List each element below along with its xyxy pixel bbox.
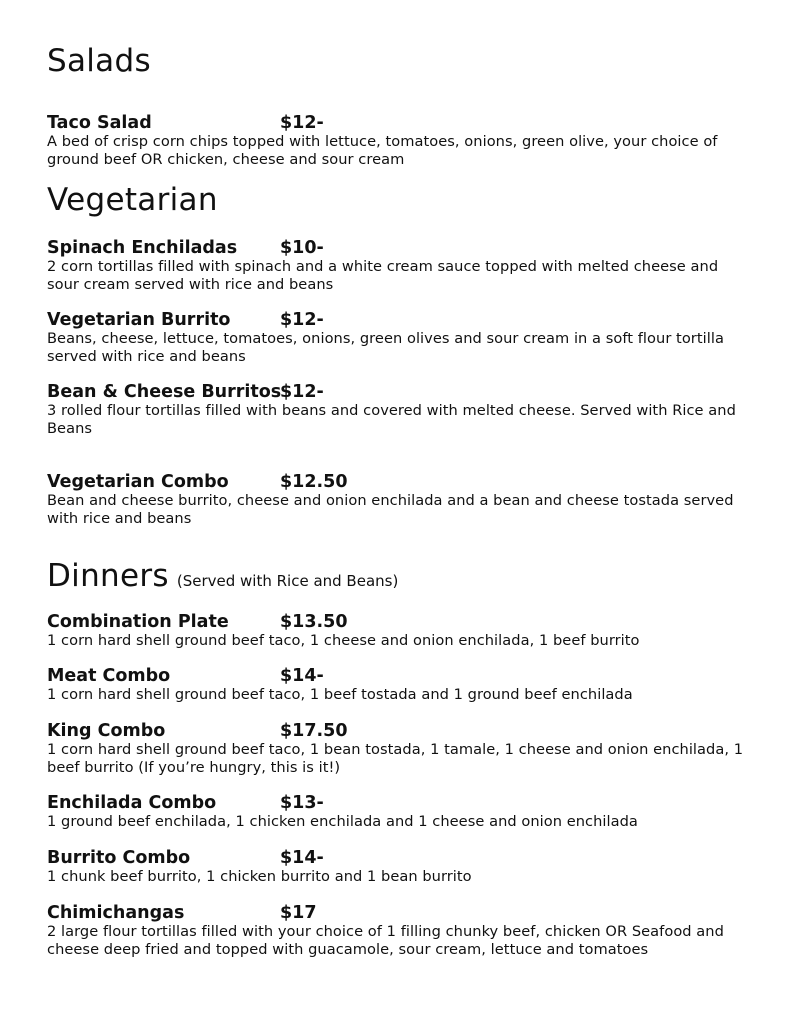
item-name: Bean & Cheese Burritos [47,382,282,402]
section-title-vegetarian [47,182,218,218]
item-price: $12- [280,382,324,402]
item-description: 3 rolled flour tortillas filled with beans and covered with melted cheese. Served with Rice and Beans [47,402,736,437]
item-name: Meat Combo [47,666,171,686]
menu-item-spinach-enchiladas [47,238,747,293]
item-header [47,310,747,330]
item-description: 2 large flour tortillas filled with your choice of 1 filling chunky beef, chicken OR Seafood and cheese deep fried and topped with guacamole, sour cream, lettuce and tomatoes [47,923,724,958]
item-price: $12.50 [280,472,348,492]
menu-item-vegetarian-combo [47,472,747,527]
section-title-dinners [47,558,399,594]
item-price: $12- [280,113,324,133]
item-price: $13- [280,793,324,813]
item-description: 1 corn hard shell ground beef taco, 1 beef tostada and 1 ground beef enchilada [47,686,633,703]
item-header [47,848,747,868]
item-header [47,382,747,402]
item-name: King Combo [47,721,166,741]
menu-item-enchilada-combo [47,793,747,831]
item-description: A bed of crisp corn chips topped with lettuce, tomatoes, onions, green olive, your choice of ground beef OR chicken, cheese and sour cream [47,133,718,168]
section-title-text: Dinners [47,558,169,594]
item-header [47,113,747,133]
item-name: Chimichangas [47,903,185,923]
section-title-text: Salads [47,43,151,79]
item-header [47,793,747,813]
item-price: $17.50 [280,721,348,741]
section-note: (Served with Rice and Beans) [176,572,399,590]
item-header [47,612,747,632]
menu-item-combination-plate [47,612,747,650]
item-header [47,903,747,923]
item-description: Bean and cheese burrito, cheese and onion enchilada and a bean and cheese tostada served with rice and beans [47,492,734,527]
menu-item-meat-combo [47,666,747,704]
menu-item-burrito-combo [47,848,747,886]
menu-item-king-combo [47,721,747,776]
item-price: $17 [280,903,317,923]
item-header [47,666,747,686]
item-price: $14- [280,666,324,686]
item-description: 1 ground beef enchilada, 1 chicken enchilada and 1 cheese and onion enchilada [47,813,638,830]
item-description: 2 corn tortillas filled with spinach and a white cream sauce topped with melted cheese and sour cream served with rice and beans [47,258,719,293]
item-header [47,238,747,258]
item-name: Taco Salad [47,113,152,133]
item-name: Burrito Combo [47,848,191,868]
menu-item-taco-salad [47,113,747,168]
item-price: $14- [280,848,324,868]
section-title-salads [47,43,151,79]
item-header [47,472,747,492]
menu-item-vegetarian-burrito [47,310,747,365]
item-description: 1 chunk beef burrito, 1 chicken burrito and 1 bean burrito [47,868,472,885]
item-description: 1 corn hard shell ground beef taco, 1 bean tostada, 1 tamale, 1 cheese and onion enchilada, 1 beef burrito (If you’re hungry, this is it!) [47,741,744,776]
item-name: Vegetarian Combo [47,472,229,492]
item-name: Combination Plate [47,612,229,632]
item-description: Beans, cheese, lettuce, tomatoes, onions, green olives and sour cream in a soft flour tortilla served with rice and beans [47,330,724,365]
section-title-text: Vegetarian [47,182,218,218]
item-price: $13.50 [280,612,348,632]
item-name: Vegetarian Burrito [47,310,231,330]
item-description: 1 corn hard shell ground beef taco, 1 cheese and onion enchilada, 1 beef burrito [47,632,640,649]
item-price: $12- [280,310,324,330]
item-price: $10- [280,238,324,258]
item-name: Enchilada Combo [47,793,217,813]
menu-item-chimichangas [47,903,747,958]
item-name: Spinach Enchiladas [47,238,238,258]
item-header [47,721,747,741]
menu-item-bean-cheese-burritos [47,382,747,437]
